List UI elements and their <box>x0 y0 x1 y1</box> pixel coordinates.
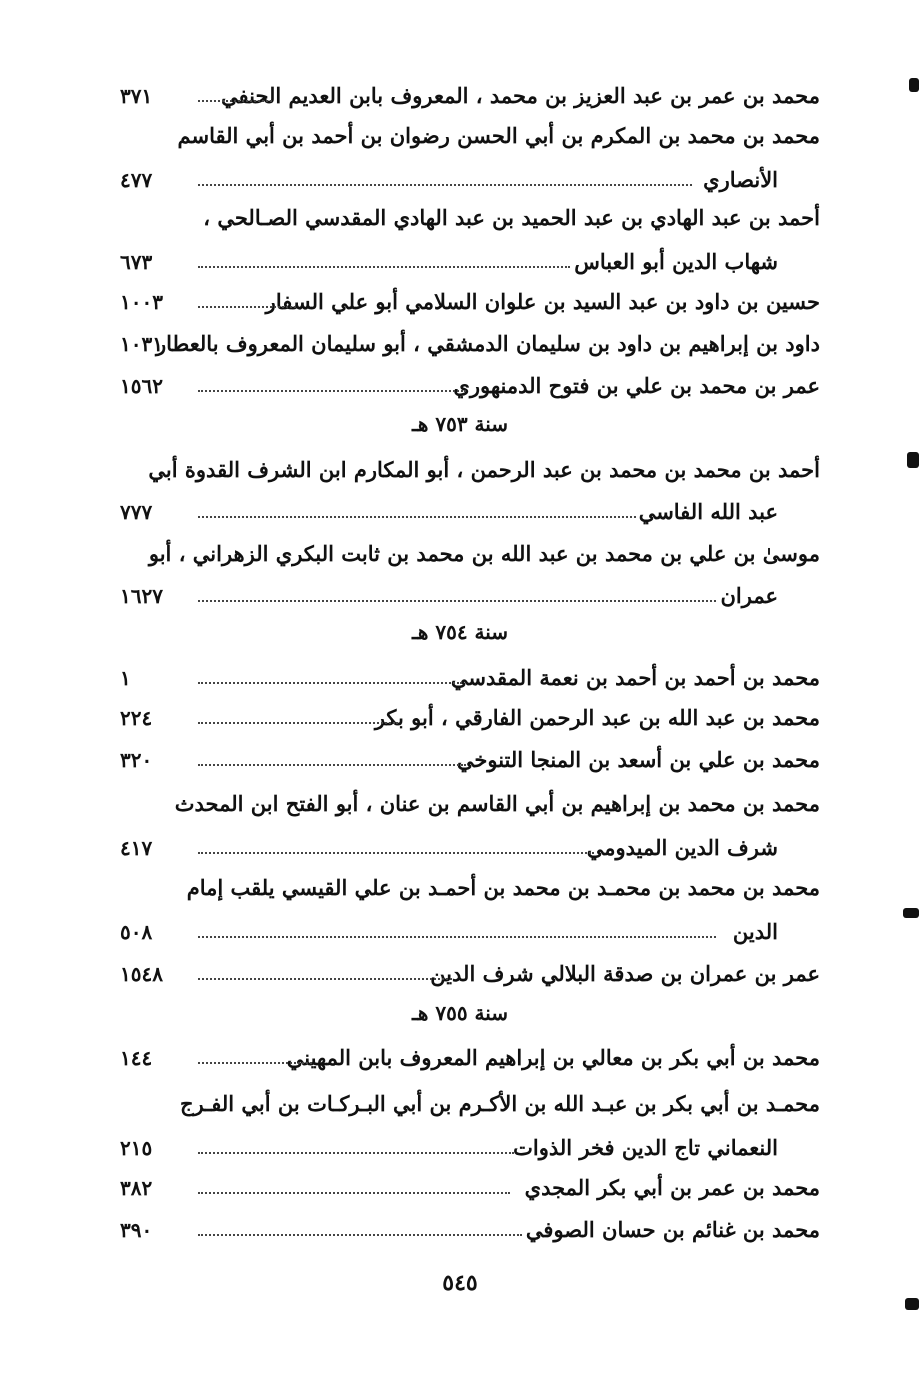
index-entry <box>120 660 820 696</box>
entry-page-number: ١٥٦٢ <box>120 374 163 398</box>
entry-line <box>120 1212 820 1248</box>
entry-line <box>120 536 820 572</box>
entry-line <box>120 494 820 530</box>
entry-line <box>120 786 820 822</box>
page-number: ٥٤٥ <box>442 1270 478 1296</box>
entry-name: شهاب الدين أبو العباس <box>574 249 778 274</box>
index-entry <box>120 284 820 320</box>
entry-line <box>120 368 820 404</box>
dotted-leader <box>198 682 462 684</box>
year-heading: سنة ٧٥٣ هـ <box>411 412 509 436</box>
entry-line <box>120 200 820 236</box>
entry-page-number: ١ <box>120 666 131 690</box>
dotted-leader <box>198 306 296 308</box>
entry-name: محمد بن محمد بن المكرم بن أبي الحسن رضوان بن أحمد بن أبي القاسم <box>177 123 820 148</box>
entry-name: الدين <box>732 919 778 944</box>
year-heading: سنة ٧٥٤ هـ <box>411 620 509 644</box>
index-entry <box>120 118 820 198</box>
index-entry <box>120 1170 820 1206</box>
year-heading: سنة ٧٥٥ هـ <box>411 1001 509 1025</box>
index-entry <box>120 368 820 404</box>
entry-name: محمد بن علي بن أسعد بن المنجا التنوخي <box>456 747 820 772</box>
entry-line <box>120 870 820 906</box>
entry-page-number: ٤٧٧ <box>120 168 153 192</box>
entry-page-number: ٣٢٠ <box>120 748 153 772</box>
entry-name: محمد بن محمد بن محمـد بن محمد بن أحمـد بن علي القيسي يلقب إمام <box>186 875 820 900</box>
entry-line <box>120 700 820 736</box>
entry-name: محمد بن أحمد بن أحمد بن نعمة المقدسي <box>450 665 820 690</box>
entry-page-number: ١٦٢٧ <box>120 584 163 608</box>
index-entry <box>120 1212 820 1248</box>
entry-page-number: ١٥٤٨ <box>120 962 163 986</box>
dotted-leader <box>198 978 452 980</box>
index-entry <box>120 536 820 614</box>
entry-line <box>120 244 820 280</box>
dotted-leader <box>198 516 636 518</box>
entry-line <box>120 162 820 198</box>
entry-line <box>120 452 820 488</box>
entry-name: محمد بن عمر بن أبي بكر المجدي <box>524 1175 820 1200</box>
entry-line <box>120 660 820 696</box>
entry-page-number: ٢١٥ <box>120 1136 153 1160</box>
entry-line <box>120 578 820 614</box>
entry-name: محمد بن عبد الله بن عبد الرحمن الفارقي ، أبو بكر <box>374 705 820 730</box>
dotted-leader <box>198 936 716 938</box>
scan-mark <box>905 1298 919 1310</box>
entry-line <box>120 118 820 154</box>
entry-line <box>120 914 820 950</box>
entry-page-number: ٦٧٣ <box>120 250 153 274</box>
dotted-leader <box>198 348 200 350</box>
entry-page-number: ٣٧١ <box>120 84 153 108</box>
index-entry <box>120 870 820 950</box>
scan-mark <box>909 78 919 92</box>
entry-page-number: ٥٠٨ <box>120 920 153 944</box>
scan-mark <box>907 452 919 468</box>
entry-line <box>120 326 820 362</box>
entry-name: النعماني تاج الدين فخر الذوات <box>513 1135 778 1160</box>
entry-name: عمر بن محمد بن علي بن فتوح الدمنهوري <box>453 373 820 398</box>
entry-page-number: ١٠٣١ <box>120 332 163 356</box>
entry-name: أحمد بن محمد بن محمد بن عبد الرحمن ، أبو المكارم ابن الشرف القدوة أبي <box>148 457 820 482</box>
index-entry <box>120 452 820 530</box>
dotted-leader <box>198 1192 510 1194</box>
dotted-leader <box>198 266 570 268</box>
entry-line <box>120 956 820 992</box>
dotted-leader <box>198 184 692 186</box>
entry-name: داود بن إبراهيم بن داود بن سليمان الدمشقي ، أبو سليمان المعروف بالعطار <box>156 331 820 356</box>
index-entry <box>120 1086 820 1166</box>
entry-name: عمر بن عمران بن صدقة البلالي شرف الدين <box>430 961 820 986</box>
entry-line <box>120 1086 820 1122</box>
entry-line <box>120 1130 820 1166</box>
entry-page-number: ١٠٠٣ <box>120 290 163 314</box>
entry-page-number: ٣٩٠ <box>120 1218 153 1242</box>
entry-page-number: ٤١٧ <box>120 836 153 860</box>
entry-name: محمد بن غنائم بن حسان الصوفي <box>525 1217 820 1242</box>
entry-line <box>120 830 820 866</box>
entry-page-number: ١٤٤ <box>120 1046 153 1070</box>
dotted-leader <box>198 100 272 102</box>
index-entry <box>120 1040 820 1076</box>
index-entry <box>120 326 820 362</box>
index-entry <box>120 956 820 992</box>
entry-line <box>120 284 820 320</box>
entry-page-number: ٣٨٢ <box>120 1176 153 1200</box>
index-entry <box>120 786 820 866</box>
dotted-leader <box>198 852 594 854</box>
index-entry <box>120 742 820 778</box>
entry-page-number: ٢٢٤ <box>120 706 153 730</box>
entry-name: محمد بن أبي بكر بن معالي بن إبراهيم المعروف بابن المهيني <box>286 1045 820 1070</box>
entry-name: محمـد بن أبي بكر بن عبـد الله بن الأكـرم بن أبي البـركـات بن أبي الفـرج <box>179 1091 820 1116</box>
entry-name: محمد بن محمد بن إبراهيم بن أبي القاسم بن عنان ، أبو الفتح ابن المحدث <box>174 791 820 816</box>
dotted-leader <box>198 1152 514 1154</box>
entry-name: شرف الدين الميدومي <box>586 835 778 860</box>
entry-name: عمران <box>720 583 778 608</box>
entry-line <box>120 1170 820 1206</box>
entry-name: عبد الله الفاسي <box>638 499 778 524</box>
scan-mark <box>903 908 919 918</box>
dotted-leader <box>198 764 466 766</box>
dotted-leader <box>198 1062 312 1064</box>
index-entry <box>120 200 820 280</box>
entry-name: أحمد بن عبد الهادي بن عبد الحميد بن عبد الهادي المقدسي الصـالحي ، <box>203 205 820 230</box>
entry-line <box>120 1040 820 1076</box>
index-entry <box>120 78 820 114</box>
index-entry <box>120 700 820 736</box>
entry-line <box>120 742 820 778</box>
entry-name: محمد بن عمر بن عبد العزيز بن محمد ، المعروف بابن العديم الحنفي <box>220 83 820 108</box>
entry-page-number: ٧٧٧ <box>120 500 153 524</box>
dotted-leader <box>198 1234 522 1236</box>
entry-name: الأنصاري <box>703 167 778 192</box>
dotted-leader <box>198 722 398 724</box>
dotted-leader <box>198 600 716 602</box>
entry-name: حسين بن داود بن عبد السيد بن علوان السلامي أبو علي السفار <box>265 289 820 314</box>
entry-name: موسىٰ بن علي بن محمد بن عبد الله بن محمد بن ثابت البكري الزهراني ، أبو <box>148 541 820 566</box>
entry-line <box>120 78 820 114</box>
dotted-leader <box>198 390 466 392</box>
